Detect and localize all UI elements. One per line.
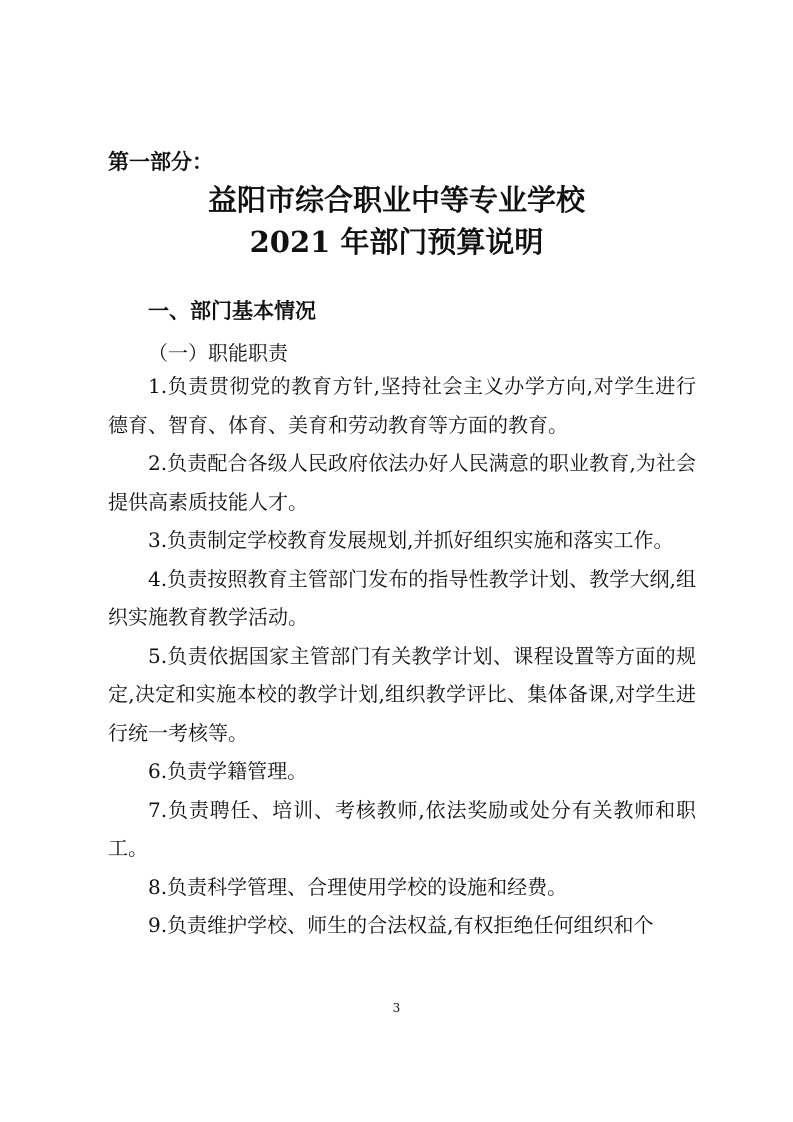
paragraph-7: 7.负责聘任、培训、考核教师,依法奖励或处分有关教师和职工。 xyxy=(108,797,696,860)
part-label: 第一部分： xyxy=(108,150,213,174)
section-heading: 一、部门基本情况 xyxy=(148,299,316,323)
subsection-heading: （一）职能职责 xyxy=(148,341,288,365)
paragraph-3: 3.负责制定学校教育发展规划,并抓好组织实施和落实工作。 xyxy=(148,528,674,552)
paragraph-2: 2.负责配合各级人民政府依法办好人民满意的职业教育,为社会提供高素质技能人才。 xyxy=(108,451,696,514)
document-title-line-2: 2021 年部门预算说明 xyxy=(249,225,544,259)
page-number: 3 xyxy=(392,1001,401,1015)
paragraph-4: 4.负责按照教育主管部门发布的指导性教学计划、教学大纲,组织实施教育教学活动。 xyxy=(108,566,696,629)
paragraph-6: 6.负责学籍管理。 xyxy=(148,759,308,783)
document-title-line-1: 益阳市综合职业中等专业学校 xyxy=(207,183,585,217)
paragraph-5: 5.负责依据国家主管部门有关教学计划、课程设置等方面的规定,决定和实施本校的教学计划,组织教学评比、集体备课,对学生进行统一考核等。 xyxy=(108,643,696,745)
paragraph-1: 1.负责贯彻党的教育方针,坚持社会主义办学方向,对学生进行德育、智育、体育、美育和劳动教育等方面的教育。 xyxy=(108,374,696,437)
paragraph-8: 8.负责科学管理、合理使用学校的设施和经费。 xyxy=(148,874,568,899)
paragraph-9: 9.负责维护学校、师生的合法权益,有权拒绝任何组织和个 xyxy=(148,913,654,937)
document-body xyxy=(108,367,696,945)
